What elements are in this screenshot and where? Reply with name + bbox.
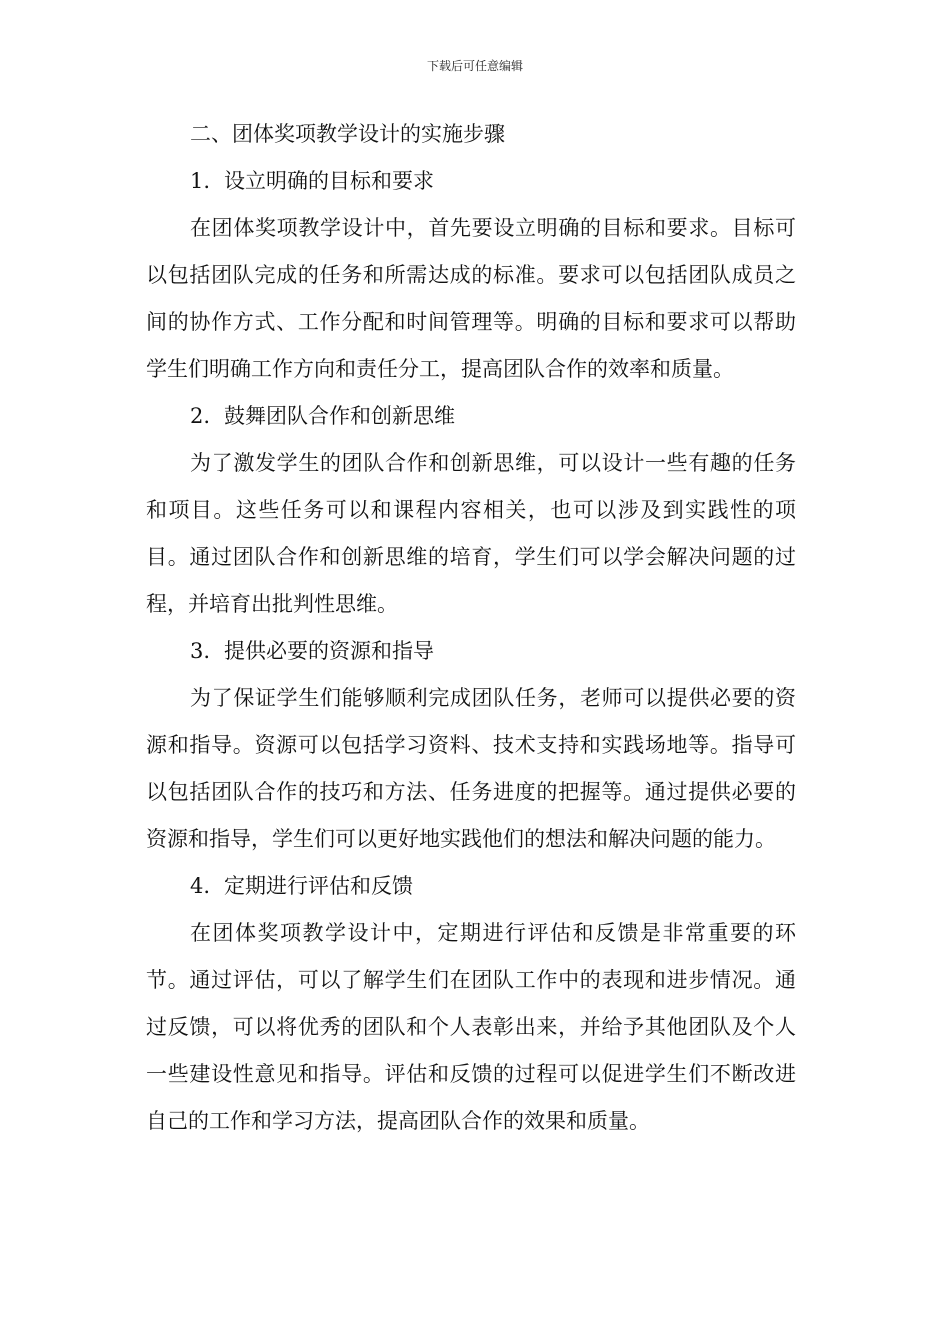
step-1 bbox=[146, 158, 796, 393]
step-number: 1. bbox=[190, 169, 211, 193]
step-number: 2. bbox=[190, 404, 211, 428]
section-title: 二、团体奖项教学设计的实施步骤 bbox=[190, 122, 505, 146]
step-heading bbox=[146, 158, 796, 205]
step-paragraph: 在团体奖项教学设计中，定期进行评估和反馈是非常重要的环节。通过评估，可以了解学生们在团队工作中的表现和进步情况。通过反馈，可以将优秀的团队和个人表彰出来，并给予其他团队及个人一些建设性意见和指导。评估和反馈的过程可以促进学生们不断改进自己的工作和学习方法，提高团队合作的效果和质量。 bbox=[146, 921, 796, 1133]
step-heading bbox=[146, 628, 796, 675]
step-4 bbox=[146, 863, 796, 1145]
page-header: 下载后可任意编辑 bbox=[426, 59, 523, 73]
step-title: 鼓舞团队合作和创新思维 bbox=[224, 404, 455, 428]
step-2 bbox=[146, 393, 796, 628]
step-paragraph: 在团体奖项教学设计中，首先要设立明确的目标和要求。目标可以包括团队完成的任务和所需达成的标准。要求可以包括团队成员之间的协作方式、工作分配和时间管理等。明确的目标和要求可以帮助学生们明确工作方向和责任分工，提高团队合作的效率和质量。 bbox=[146, 216, 796, 381]
step-3 bbox=[146, 628, 796, 863]
step-title: 提供必要的资源和指导 bbox=[224, 639, 434, 663]
step-number: 4. bbox=[190, 874, 211, 898]
step-number: 3. bbox=[190, 639, 211, 663]
step-paragraph: 为了保证学生们能够顺利完成团队任务，老师可以提供必要的资源和指导。资源可以包括学习资料、技术支持和实践场地等。指导可以包括团队合作的技巧和方法、任务进度的把握等。通过提供必要的资源和指导，学生们可以更好地实践他们的想法和解决问题的能力。 bbox=[146, 686, 796, 851]
step-title: 设立明确的目标和要求 bbox=[224, 169, 434, 193]
step-heading bbox=[146, 863, 796, 910]
step-title: 定期进行评估和反馈 bbox=[224, 874, 413, 898]
document-body bbox=[146, 111, 796, 1145]
step-paragraph: 为了激发学生的团队合作和创新思维，可以设计一些有趣的任务和项目。这些任务可以和课程内容相关，也可以涉及到实践性的项目。通过团队合作和创新思维的培育，学生们可以学会解决问题的过程，并培育出批判性思维。 bbox=[146, 451, 796, 616]
step-heading bbox=[146, 393, 796, 440]
